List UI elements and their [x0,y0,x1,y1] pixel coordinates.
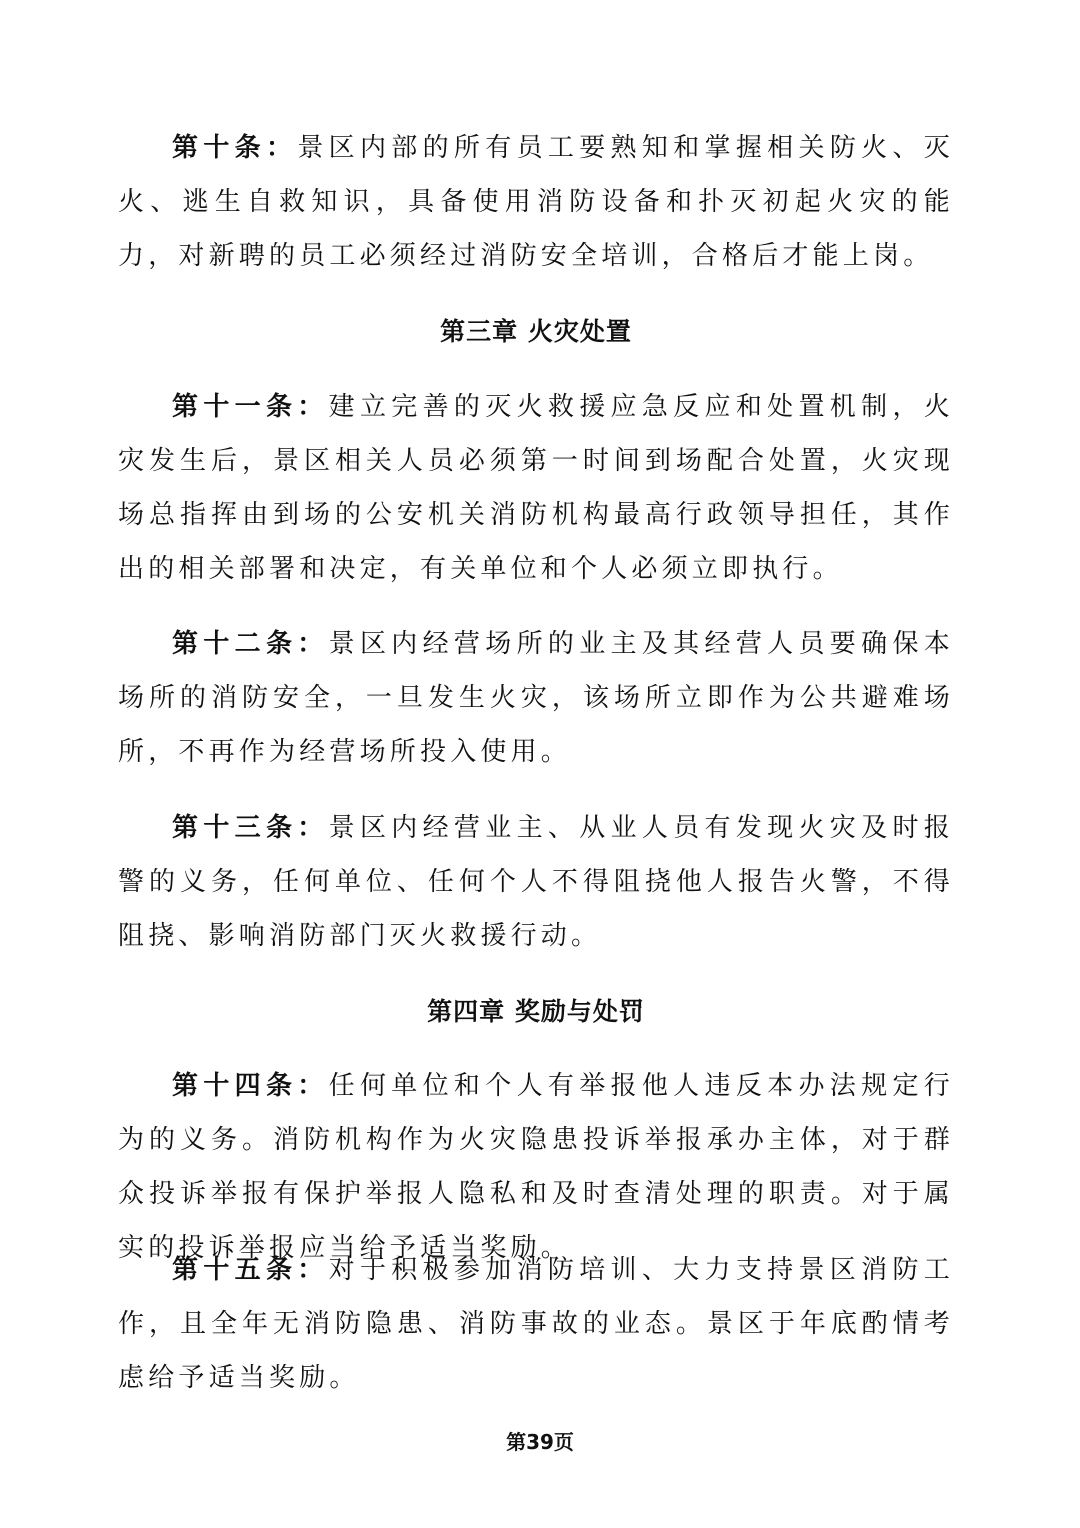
article-label: 第十条： [172,133,298,163]
article-text: 景区内部的所有员工要熟知和掌握相关防火、灭火、逃生自救知识，具备使用消防设备和扑灭初起火灾的能力，对新聘的员工必须经过消防安全培训，合格后才能上岗。 [118,133,955,271]
chapter-heading-3: 第三章 火灾处置 [440,317,632,346]
article-label: 第十四条： [172,1071,329,1101]
article-10 [118,121,954,283]
article-15 [118,1243,954,1405]
article-text: 景区内经营场所的业主及其经营人员要确保本场所的消防安全，一旦发生火灾，该场所立即作为公共避难场所，不再作为经营场所投入使用。 [118,629,954,767]
article-11 [118,380,954,596]
article-label: 第十五条： [172,1255,329,1285]
article-text: 景区内经营业主、从业人员有发现火灾及时报警的义务，任何单位、任何个人不得阻挠他人报告火警，不得阻挠、影响消防部门灭火救援行动。 [118,813,954,951]
article-text: 建立完善的灭火救援应急反应和处置机制，火灾发生后，景区相关人员必须第一时间到场配合处置，火灾现场总指挥由到场的公安机关消防机构最高行政领导担任，其作出的相关部署和决定，有关单位和个人必须立即执行。 [118,392,954,584]
article-13 [118,801,954,963]
article-label: 第十一条： [172,392,329,422]
article-label: 第十二条： [172,629,329,659]
article-label: 第十三条： [172,813,329,843]
page-number: 第39页 [506,1430,574,1454]
article-12 [118,617,954,779]
chapter-heading-4: 第四章 奖励与处罚 [427,997,645,1026]
article-text: 对于积极参加消防培训、大力支持景区消防工作，且全年无消防隐患、消防事故的业态。景区于年底酌情考虑给予适当奖励。 [118,1255,954,1393]
article-text: 任何单位和个人有举报他人违反本办法规定行为的义务。消防机构作为火灾隐患投诉举报承办主体，对于群众投诉举报有保护举报人隐私和及时查清处理的职责。对于属实的投诉举报应当给予适当奖励。 [118,1071,954,1263]
